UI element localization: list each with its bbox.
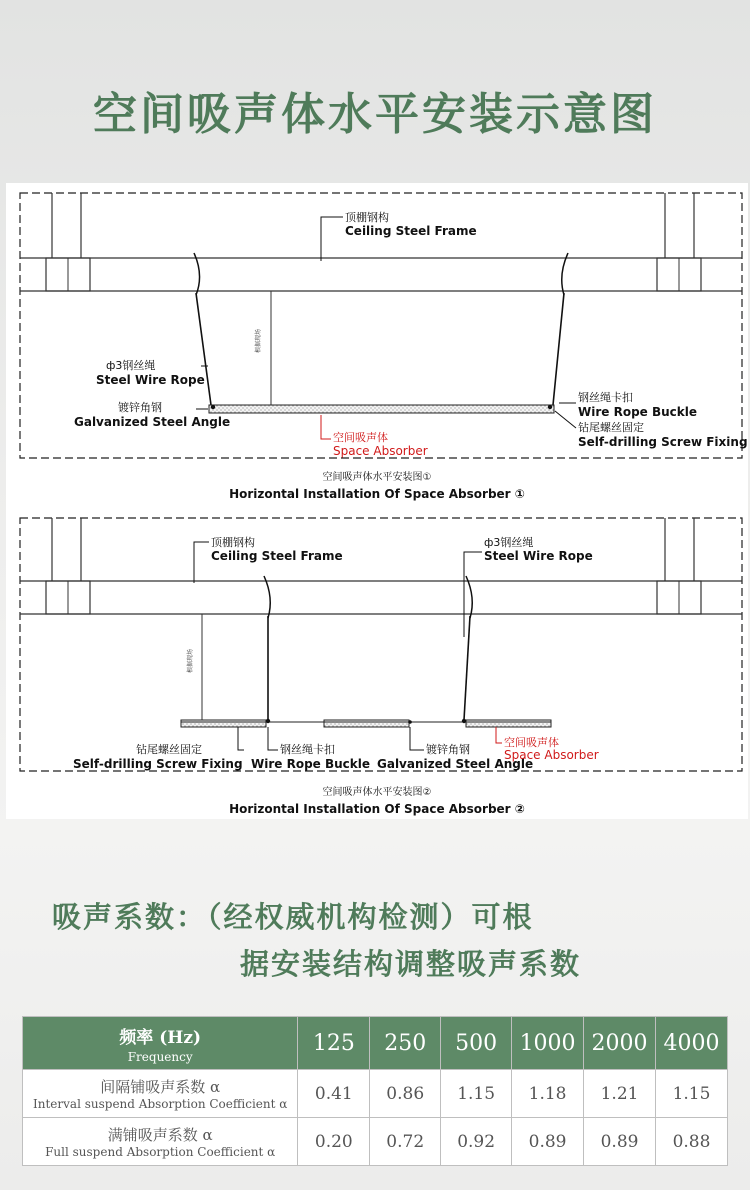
table-header-row (23, 1017, 728, 1070)
steel-wire-rope-left (196, 293, 211, 405)
angle-label-en: Galvanized Steel Angle (377, 757, 534, 771)
frequency-cell: 2000 (584, 1017, 656, 1070)
value-cell: 0.86 (370, 1070, 441, 1118)
ceiling-label-cn: 顶棚钢构 (211, 536, 255, 549)
buckle-label-en: Wire Rope Buckle (578, 405, 698, 419)
angle-label-en: Galvanized Steel Angle (74, 415, 231, 429)
value-cell: 1.21 (584, 1070, 656, 1118)
value-cell: 0.41 (298, 1070, 370, 1118)
diagram-1-caption-cn: 空间吸声体水平安装图① (322, 472, 432, 483)
value-cell: 1.15 (656, 1070, 728, 1118)
buckle-label-en: Wire Rope Buckle (251, 757, 371, 771)
screw-label-en: Self-drilling Screw Fixing (73, 757, 243, 771)
screw-label-cn: 钻尾螺丝固定 (136, 743, 202, 756)
rope-label-en: Steel Wire Rope (96, 373, 205, 387)
value-cell: 0.89 (512, 1118, 584, 1166)
absorber-label-cn: 空间吸声体 (333, 431, 388, 444)
buckle-label-cn: 钢丝绳卡扣 (578, 391, 633, 404)
value-cell: 0.20 (298, 1118, 370, 1166)
row-label-cn: 满铺吸声系数 α (107, 1126, 213, 1144)
steel-wire-rope-right (553, 293, 564, 405)
rope-label-cn: ф3钢丝绳 (484, 536, 534, 549)
value-cell: 0.89 (584, 1118, 656, 1166)
frequency-cell: 500 (441, 1017, 512, 1070)
row-label-en: Interval suspend Absorption Coefficient α (33, 1097, 288, 1111)
diagram-2-caption-cn: 空间吸声体水平安装图② (322, 787, 432, 798)
diagram-2-border (20, 518, 742, 771)
frequency-cell: 1000 (512, 1017, 584, 1070)
absorber-label-en: Space Absorber (333, 444, 428, 458)
height-dimension-label: 根据现场 (187, 648, 194, 673)
height-dimension-label: 根据现场 (255, 328, 262, 353)
space-absorber-panel (209, 405, 554, 413)
value-cell: 0.92 (441, 1118, 512, 1166)
row-label-en: Full suspend Absorption Coefficient α (45, 1145, 276, 1159)
value-cell: 0.88 (656, 1118, 728, 1166)
diagram-1 (20, 193, 748, 501)
value-cell: 1.18 (512, 1070, 584, 1118)
absorber-label-cn: 空间吸声体 (504, 736, 559, 749)
diagram-panel (6, 183, 748, 819)
buckle-label-cn: 钢丝绳卡扣 (280, 743, 335, 756)
table-row (23, 1070, 728, 1118)
frequency-cell: 4000 (656, 1017, 728, 1070)
coefficient-heading-line2: 据安装结构调整吸声系数 (240, 947, 582, 981)
diagram-2 (20, 518, 742, 816)
frequency-header-en: Frequency (127, 1049, 193, 1064)
rope-label-cn: ф3钢丝绳 (106, 359, 156, 372)
ceiling-label-cn: 顶棚钢构 (345, 211, 389, 224)
row-label (23, 1118, 298, 1166)
value-cell: 0.72 (370, 1118, 441, 1166)
frequency-cell: 125 (298, 1017, 370, 1070)
screw-label-en: Self-drilling Screw Fixing (578, 435, 748, 449)
coefficient-heading-line1: 吸声系数：（经权威机构检测）可根 (52, 900, 534, 934)
value-cell: 1.15 (441, 1070, 512, 1118)
absorber-label-en: Space Absorber (504, 748, 599, 762)
page-title: 空间吸声体水平安装示意图 (93, 89, 657, 140)
angle-label-cn: 镀锌角钢 (118, 401, 162, 414)
frequency-header-cn: 频率 (Hz) (119, 1027, 202, 1048)
ceiling-label-en: Ceiling Steel Frame (211, 549, 343, 563)
frequency-cell: 250 (370, 1017, 441, 1070)
rope-label-en: Steel Wire Rope (484, 549, 593, 563)
diagram-2-caption-en: Horizontal Installation Of Space Absorber ② (229, 802, 525, 816)
screw-label-cn: 钻尾螺丝固定 (578, 421, 644, 434)
row-label (23, 1070, 298, 1118)
ceiling-label-en: Ceiling Steel Frame (345, 224, 477, 238)
row-label-cn: 间隔铺吸声系数 α (100, 1078, 221, 1096)
installation-diagrams (6, 183, 748, 819)
diagram-1-caption-en: Horizontal Installation Of Space Absorber ① (229, 487, 525, 501)
angle-label-cn: 镀锌角钢 (426, 743, 470, 756)
table-row (23, 1118, 728, 1166)
absorption-coefficient-table (22, 1016, 728, 1166)
frequency-header (23, 1017, 298, 1070)
